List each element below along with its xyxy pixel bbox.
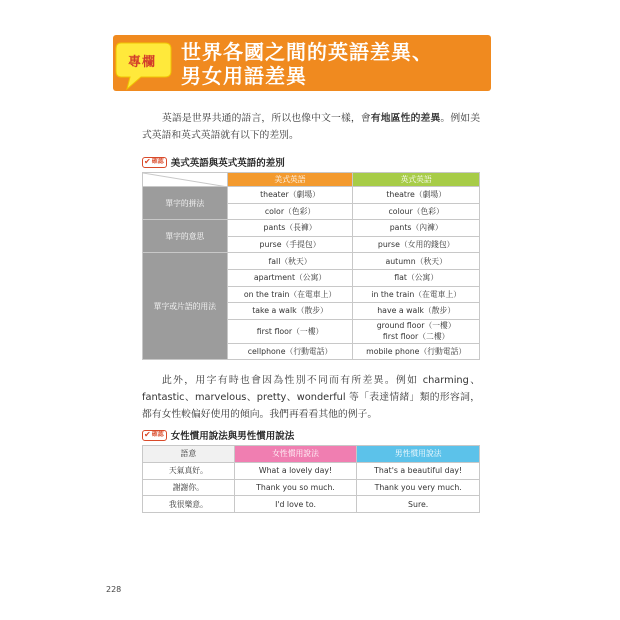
- cell-us: purse（手提包）: [227, 236, 353, 253]
- middle-paragraph: 此外，用字有時也會因為性別不同而有所差異。例如 charming、fantastic、marvelous、pretty、wonderful 等「表達情緒」類的形容詞，都有女性較偏好使用的傾向。我們再看看其他的例子。: [142, 375, 480, 420]
- page-title: [181, 40, 433, 88]
- cell-us: theater（劇場）: [227, 187, 353, 204]
- page-number: 228: [106, 585, 122, 594]
- cell-uk: pants（內褲）: [353, 220, 480, 237]
- cell-uk: colour（色彩）: [353, 203, 480, 220]
- cell-us: take a walk（散步）: [227, 303, 353, 320]
- column-badge: [115, 40, 171, 92]
- cell-us: color（色彩）: [227, 203, 353, 220]
- cell-male: Thank you very much.: [357, 479, 480, 496]
- cell-uk: have a walk（散步）: [353, 303, 480, 320]
- table-row: [143, 496, 480, 513]
- cell-uk: in the train（在電車上）: [353, 286, 480, 303]
- check-tag-label: 確認: [151, 431, 164, 438]
- cell-us: first floor（一樓）: [227, 319, 353, 343]
- cell-female: Thank you so much.: [234, 479, 357, 496]
- section2-title: 女性慣用說法與男性慣用說法: [170, 431, 295, 442]
- corner-cell: [143, 173, 228, 187]
- checkmark-icon: ✔: [144, 430, 151, 439]
- intro-text-1: 英語是世界共通的語言，所以也像中文一樣，會: [162, 113, 371, 124]
- diagonal-divider: [143, 173, 228, 187]
- table-row: [143, 479, 480, 496]
- cell-meaning: 天氣真好。: [143, 462, 235, 479]
- header-american: 美式英語: [227, 173, 353, 187]
- cell-uk: flat（公寓）: [353, 269, 480, 286]
- title-line-1: 世界各國之間的英語差異、: [181, 40, 433, 64]
- female-male-usage-table: [142, 445, 480, 513]
- cell-uk-line2: first floor（二樓）: [382, 332, 450, 342]
- cell-uk: autumn（秋天）: [353, 253, 480, 270]
- intro-emphasis: 有地區性的差異: [370, 113, 441, 124]
- section1-label: [142, 155, 285, 169]
- cell-male: That's a beautiful day!: [357, 462, 480, 479]
- cell-uk: mobile phone（行動電話）: [353, 343, 480, 360]
- checkmark-icon: ✔: [144, 157, 151, 166]
- cell-meaning: 我很樂意。: [143, 496, 235, 513]
- intro-text-2: 。例如美式英語和英式英語就有以下的差別。: [142, 113, 481, 141]
- section1-title: 美式英語與英式英語的差別: [170, 158, 285, 169]
- check-tag: [142, 430, 167, 441]
- group-label-meaning: 單字的意思: [143, 220, 228, 253]
- table-header-row: [143, 446, 480, 463]
- header-male: 男性慣用說法: [357, 446, 480, 463]
- intro-paragraph: [142, 110, 480, 144]
- group-label-spelling: 單字的拼法: [143, 187, 228, 220]
- section2-label: [142, 428, 294, 442]
- us-uk-english-table: [142, 172, 480, 360]
- cell-us: pants（長褲）: [227, 220, 353, 237]
- title-line-2: 男女用語差異: [181, 64, 307, 88]
- table-row: [143, 462, 480, 479]
- column-header: [113, 35, 491, 93]
- cell-uk: [353, 319, 480, 343]
- table-row: [143, 220, 480, 237]
- table-row: [143, 187, 480, 204]
- cell-uk: theatre（劇場）: [353, 187, 480, 204]
- cell-uk: purse（女用的錢包）: [353, 236, 480, 253]
- cell-us: cellphone（行動電話）: [227, 343, 353, 360]
- header-female: 女性慣用說法: [234, 446, 357, 463]
- group-label-usage: 單字或片語的用法: [143, 253, 228, 360]
- cell-uk-line1: ground floor（一樓）: [376, 321, 456, 331]
- cell-us: fall（秋天）: [227, 253, 353, 270]
- cell-male: Sure.: [357, 496, 480, 513]
- cell-female: I'd love to.: [234, 496, 357, 513]
- check-tag-label: 確認: [151, 158, 164, 165]
- header-british: 英式英語: [353, 173, 480, 187]
- table-row: [143, 253, 480, 270]
- cell-female: What a lovely day!: [234, 462, 357, 479]
- table-header-row: [143, 173, 480, 187]
- cell-us: on the train（在電車上）: [227, 286, 353, 303]
- cell-us: apartment（公寓）: [227, 269, 353, 286]
- badge-label: 專欄: [127, 55, 156, 70]
- check-tag: [142, 157, 167, 168]
- header-meaning: 語意: [143, 446, 235, 463]
- cell-meaning: 謝謝你。: [143, 479, 235, 496]
